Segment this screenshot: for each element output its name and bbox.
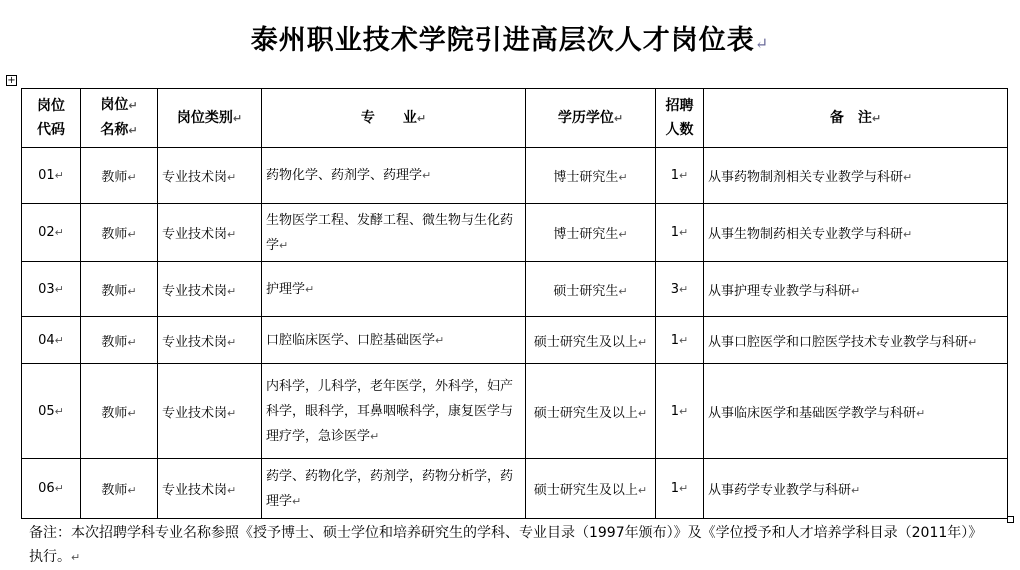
header-name: 岗位↵ 名称↵ xyxy=(81,89,158,148)
cell-code: 01↵ xyxy=(22,148,81,204)
cell-count: 1↵ xyxy=(656,317,704,364)
paragraph-mark-icon: ↵ xyxy=(754,34,770,53)
title-text: 泰州职业技术学院引进高层次人才岗位表 xyxy=(250,25,755,56)
cell-name: 教师↵ xyxy=(81,148,158,204)
cell-code: 05↵ xyxy=(22,364,81,459)
footnote: 备注：本次招聘学科专业名称参照《授予博士、硕士学位和培养研究生的学科、专业目录（1997年颁布）》及《学位授予和人才培养学科目录（2011年）》执行。↵ xyxy=(29,525,983,565)
cell-major: 内科学，儿科学，老年医学，外科学，妇产科学，眼科学，耳鼻咽喉科学，康复医学与理疗学，急诊医学↵ xyxy=(262,364,526,459)
cell-major: 护理学↵ xyxy=(262,262,526,317)
positions-table xyxy=(21,88,1008,519)
cell-remark: 从事护理专业教学与科研↵ xyxy=(704,262,1008,317)
cell-degree: 硕士研究生及以上↵ xyxy=(526,459,656,519)
table-resize-handle[interactable] xyxy=(1007,516,1014,523)
cell-remark: 从事临床医学和基础医学教学与科研↵ xyxy=(704,364,1008,459)
header-code: 岗位 代码 xyxy=(22,89,81,148)
cell-category: 专业技术岗↵ xyxy=(158,459,262,519)
cell-degree: 硕士研究生及以上↵ xyxy=(526,364,656,459)
cell-major: 口腔临床医学、口腔基础医学↵ xyxy=(262,317,526,364)
cell-code: 03↵ xyxy=(22,262,81,317)
cell-remark: 从事生物制药相关专业教学与科研↵ xyxy=(704,204,1008,262)
cell-remark: 从事药学专业教学与科研↵ xyxy=(704,459,1008,519)
cell-name: 教师↵ xyxy=(81,364,158,459)
cell-code: 02↵ xyxy=(22,204,81,262)
cell-category: 专业技术岗↵ xyxy=(158,364,262,459)
header-remark: 备 注↵ xyxy=(704,89,1008,148)
cell-degree: 博士研究生↵ xyxy=(526,204,656,262)
table-move-handle-icon[interactable]: + xyxy=(7,75,16,86)
header-row xyxy=(22,89,1008,148)
table-row xyxy=(22,262,1008,317)
cell-count: 1↵ xyxy=(656,148,704,204)
cell-remark: 从事药物制剂相关专业教学与科研↵ xyxy=(704,148,1008,204)
cell-name: 教师↵ xyxy=(81,262,158,317)
cell-code: 06↵ xyxy=(22,459,81,519)
table-row xyxy=(22,459,1008,519)
header-degree: 学历学位↵ xyxy=(526,89,656,148)
cell-degree: 硕士研究生及以上↵ xyxy=(526,317,656,364)
page-title xyxy=(0,18,1020,57)
header-major: 专 业↵ xyxy=(262,89,526,148)
cell-major: 生物医学工程、发酵工程、微生物与生化药学↵ xyxy=(262,204,526,262)
cell-major: 药物化学、药剂学、药理学↵ xyxy=(262,148,526,204)
cell-name: 教师↵ xyxy=(81,317,158,364)
table-row xyxy=(22,364,1008,459)
cell-code: 04↵ xyxy=(22,317,81,364)
table-row xyxy=(22,317,1008,364)
cell-name: 教师↵ xyxy=(81,459,158,519)
cell-remark: 从事口腔医学和口腔医学技术专业教学与科研↵ xyxy=(704,317,1008,364)
cell-count: 1↵ xyxy=(656,459,704,519)
header-count: 招聘 人数 xyxy=(656,89,704,148)
cell-count: 1↵ xyxy=(656,204,704,262)
cell-category: 专业技术岗↵ xyxy=(158,262,262,317)
table-row xyxy=(22,204,1008,262)
cell-count: 3↵ xyxy=(656,262,704,317)
table-row xyxy=(22,148,1008,204)
cell-category: 专业技术岗↵ xyxy=(158,317,262,364)
header-category: 岗位类别↵ xyxy=(158,89,262,148)
cell-name: 教师↵ xyxy=(81,204,158,262)
cell-count: 1↵ xyxy=(656,364,704,459)
cell-degree: 硕士研究生↵ xyxy=(526,262,656,317)
cell-major: 药学、药物化学，药剂学，药物分析学，药理学↵ xyxy=(262,459,526,519)
cell-category: 专业技术岗↵ xyxy=(158,204,262,262)
cell-degree: 博士研究生↵ xyxy=(526,148,656,204)
cell-category: 专业技术岗↵ xyxy=(158,148,262,204)
